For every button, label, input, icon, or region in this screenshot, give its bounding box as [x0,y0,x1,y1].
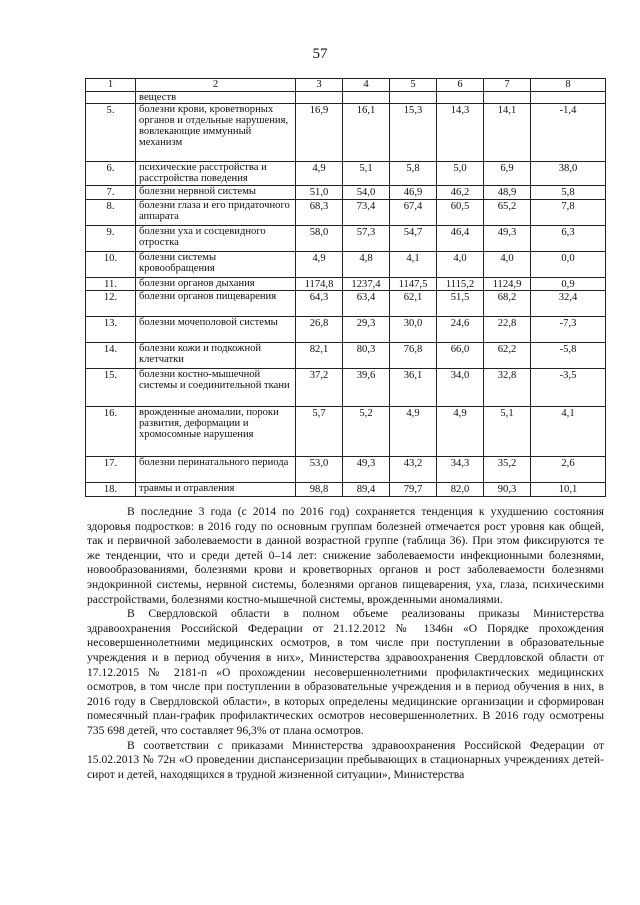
table-row [86,200,606,226]
value-cell: 66,0 [437,343,484,369]
value-cell: 5,8 [390,162,437,186]
disease-name-cell: болезни органов пищеварения [136,291,296,317]
row-number-cell: 17. [86,457,136,483]
row-number-cell: 5. [86,104,136,162]
value-cell: 30,0 [390,317,437,343]
value-cell: 46,2 [437,186,484,200]
row-number-cell: 18. [86,483,136,497]
value-cell: 53,0 [296,457,343,483]
value-cell: 5,1 [484,407,531,457]
paragraph: В последние 3 года (с 2014 по 2016 год) сохраняется тенденция к ухудшению состояния здоровья подростков: в 2016 году по основным группам болезней отмечается рост уровня как общей, так и первичной заболеваемости в данной возрастной группе (таблица 36). При этом фиксируются те же тенденции, что и среди детей 0–14 лет: снижение заболеваемости инфекционными болезнями, новообразованиями, болезнями крови и кроветворных органов и рост заболеваемости болезнями эндокринной системы, нервной системы, болезнями органов пищеварения, уха, глаза, психическими расстройствами, болезнями костно-мышечной системы, врожденными аномалиями. [87,505,604,606]
value-cell: 16,9 [296,104,343,162]
value-cell [390,92,437,104]
value-cell: 7,8 [531,200,606,226]
row-number-cell: 11. [86,278,136,291]
value-cell: 49,3 [484,226,531,252]
table-header-row [86,79,606,92]
row-number-cell [86,92,136,104]
value-cell: 82,1 [296,343,343,369]
disease-name-cell: болезни глаза и его придаточного аппарата [136,200,296,226]
value-cell: 37,2 [296,369,343,407]
value-cell [343,92,390,104]
value-cell: 82,0 [437,483,484,497]
row-number-cell: 14. [86,343,136,369]
disease-name-cell: психические расстройства и расстройства поведения [136,162,296,186]
value-cell: 54,0 [343,186,390,200]
value-cell: 16,1 [343,104,390,162]
disease-name-cell: болезни костно-мышечной системы и соединительной ткани [136,369,296,407]
value-cell: 43,2 [390,457,437,483]
value-cell: 34,0 [437,369,484,407]
value-cell: 36,1 [390,369,437,407]
body-text [87,505,604,782]
value-cell: 2,6 [531,457,606,483]
value-cell: 76,8 [390,343,437,369]
value-cell: 1115,2 [437,278,484,291]
value-cell [484,92,531,104]
header-cell: 7 [484,79,531,92]
value-cell: 58,0 [296,226,343,252]
value-cell: 0,9 [531,278,606,291]
value-cell: 35,2 [484,457,531,483]
value-cell: 4,0 [437,252,484,278]
value-cell: 67,4 [390,200,437,226]
row-number-cell: 16. [86,407,136,457]
disease-name-cell: болезни системы кровообращения [136,252,296,278]
value-cell: 60,5 [437,200,484,226]
value-cell: 4,1 [390,252,437,278]
value-cell: 22,8 [484,317,531,343]
value-cell: 57,3 [343,226,390,252]
value-cell: 62,1 [390,291,437,317]
table-row [86,162,606,186]
value-cell: 38,0 [531,162,606,186]
value-cell: 54,7 [390,226,437,252]
table-row [86,317,606,343]
disease-name-cell: болезни кожи и подкожной клетчатки [136,343,296,369]
value-cell: 32,4 [531,291,606,317]
table-row [86,343,606,369]
value-cell: 24,6 [437,317,484,343]
value-cell: 15,3 [390,104,437,162]
value-cell: 5,0 [437,162,484,186]
row-number-cell: 7. [86,186,136,200]
table-row [86,92,606,104]
table-row [86,278,606,291]
value-cell: 26,8 [296,317,343,343]
value-cell: 6,9 [484,162,531,186]
value-cell: 10,1 [531,483,606,497]
value-cell: 63,4 [343,291,390,317]
header-cell: 5 [390,79,437,92]
header-cell: 1 [86,79,136,92]
table-row [86,252,606,278]
value-cell: -7,3 [531,317,606,343]
value-cell: 14,3 [437,104,484,162]
value-cell [437,92,484,104]
disease-name-cell: болезни органов дыхания [136,278,296,291]
value-cell: 4,9 [296,252,343,278]
value-cell: 1237,4 [343,278,390,291]
value-cell: 1174,8 [296,278,343,291]
value-cell: 73,4 [343,200,390,226]
value-cell: 5,1 [343,162,390,186]
value-cell: 68,3 [296,200,343,226]
value-cell [296,92,343,104]
header-cell: 6 [437,79,484,92]
value-cell: 4,8 [343,252,390,278]
row-number-cell: 15. [86,369,136,407]
table-row [86,226,606,252]
header-cell: 2 [136,79,296,92]
value-cell: 79,7 [390,483,437,497]
value-cell: 5,7 [296,407,343,457]
disease-name-cell: болезни мочеполовой системы [136,317,296,343]
value-cell: 4,9 [296,162,343,186]
paragraph: В соответствии с приказами Министерства здравоохранения Российской Федерации от 15.02.2013 № 72н «О проведении диспансеризации пребывающих в стационарных учреждениях детей-сирот и детей, находящихся в трудной жизненной ситуации», Министерства [87,738,604,781]
value-cell: 51,0 [296,186,343,200]
table-row [86,104,606,162]
value-cell: 48,9 [484,186,531,200]
row-number-cell: 13. [86,317,136,343]
header-cell: 3 [296,79,343,92]
value-cell: 5,8 [531,186,606,200]
disease-name-cell: врожденные аномалии, пороки развития, деформации и хромосомные нарушения [136,407,296,457]
value-cell: 4,1 [531,407,606,457]
value-cell: 89,4 [343,483,390,497]
value-cell [531,92,606,104]
disease-name-cell: болезни нервной системы [136,186,296,200]
value-cell: 46,9 [390,186,437,200]
row-number-cell: 9. [86,226,136,252]
disease-name-cell: болезни перинатального периода [136,457,296,483]
value-cell: 4,9 [437,407,484,457]
paragraph: В Свердловской области в полном объеме реализованы приказы Министерства здравоохранения Российской Федерации от 21.12.2012 № 1346н «О Порядке прохождения несовершеннолетними медицинских осмотров, в том числе при поступлении в образовательные учреждения и в период обучения в них», Министерства здравоохранения Свердловской области от 17.12.2015 № 2181-п «О прохождении несовершеннолетними профилактических медицинских осмотров, в том числе при поступлении в образовательные учреждения и в период обучения в них, в 2016 году в Свердловской области», в которых определены медицинские организации и сформирован помесячный план-график профилактических осмотров несовершеннолетних. В 2016 году осмотрены 735 698 детей, что составляет 96,3% от плана осмотров. [87,607,604,737]
value-cell: 98,8 [296,483,343,497]
value-cell: 49,3 [343,457,390,483]
value-cell: 65,2 [484,200,531,226]
value-cell: 39,6 [343,369,390,407]
value-cell: 51,5 [437,291,484,317]
value-cell: 46,4 [437,226,484,252]
value-cell: 14,1 [484,104,531,162]
value-cell: 32,8 [484,369,531,407]
value-cell: 68,2 [484,291,531,317]
disease-name-cell: болезни крови, кроветворных органов и отдельные нарушения, вовлекающие иммунный механизм [136,104,296,162]
table-row [86,369,606,407]
value-cell: 64,3 [296,291,343,317]
value-cell: 1124,9 [484,278,531,291]
value-cell: -5,8 [531,343,606,369]
value-cell: 62,2 [484,343,531,369]
header-cell: 8 [531,79,606,92]
value-cell: 34,3 [437,457,484,483]
row-number-cell: 6. [86,162,136,186]
header-cell: 4 [343,79,390,92]
value-cell: 4,0 [484,252,531,278]
value-cell: 4,9 [390,407,437,457]
value-cell: -1,4 [531,104,606,162]
morbidity-table [85,78,606,497]
value-cell: 90,3 [484,483,531,497]
value-cell: 6,3 [531,226,606,252]
disease-name-cell: веществ [136,92,296,104]
row-number-cell: 8. [86,200,136,226]
row-number-cell: 10. [86,252,136,278]
disease-name-cell: травмы и отравления [136,483,296,497]
row-number-cell: 12. [86,291,136,317]
table-row [86,407,606,457]
table-row [86,483,606,497]
value-cell: -3,5 [531,369,606,407]
page-number: 57 [312,46,328,62]
value-cell: 5,2 [343,407,390,457]
disease-name-cell: болезни уха и сосцевидного отростка [136,226,296,252]
value-cell: 0,0 [531,252,606,278]
value-cell: 1147,5 [390,278,437,291]
value-cell: 29,3 [343,317,390,343]
table-row [86,291,606,317]
table-row [86,186,606,200]
value-cell: 80,3 [343,343,390,369]
table-row [86,457,606,483]
